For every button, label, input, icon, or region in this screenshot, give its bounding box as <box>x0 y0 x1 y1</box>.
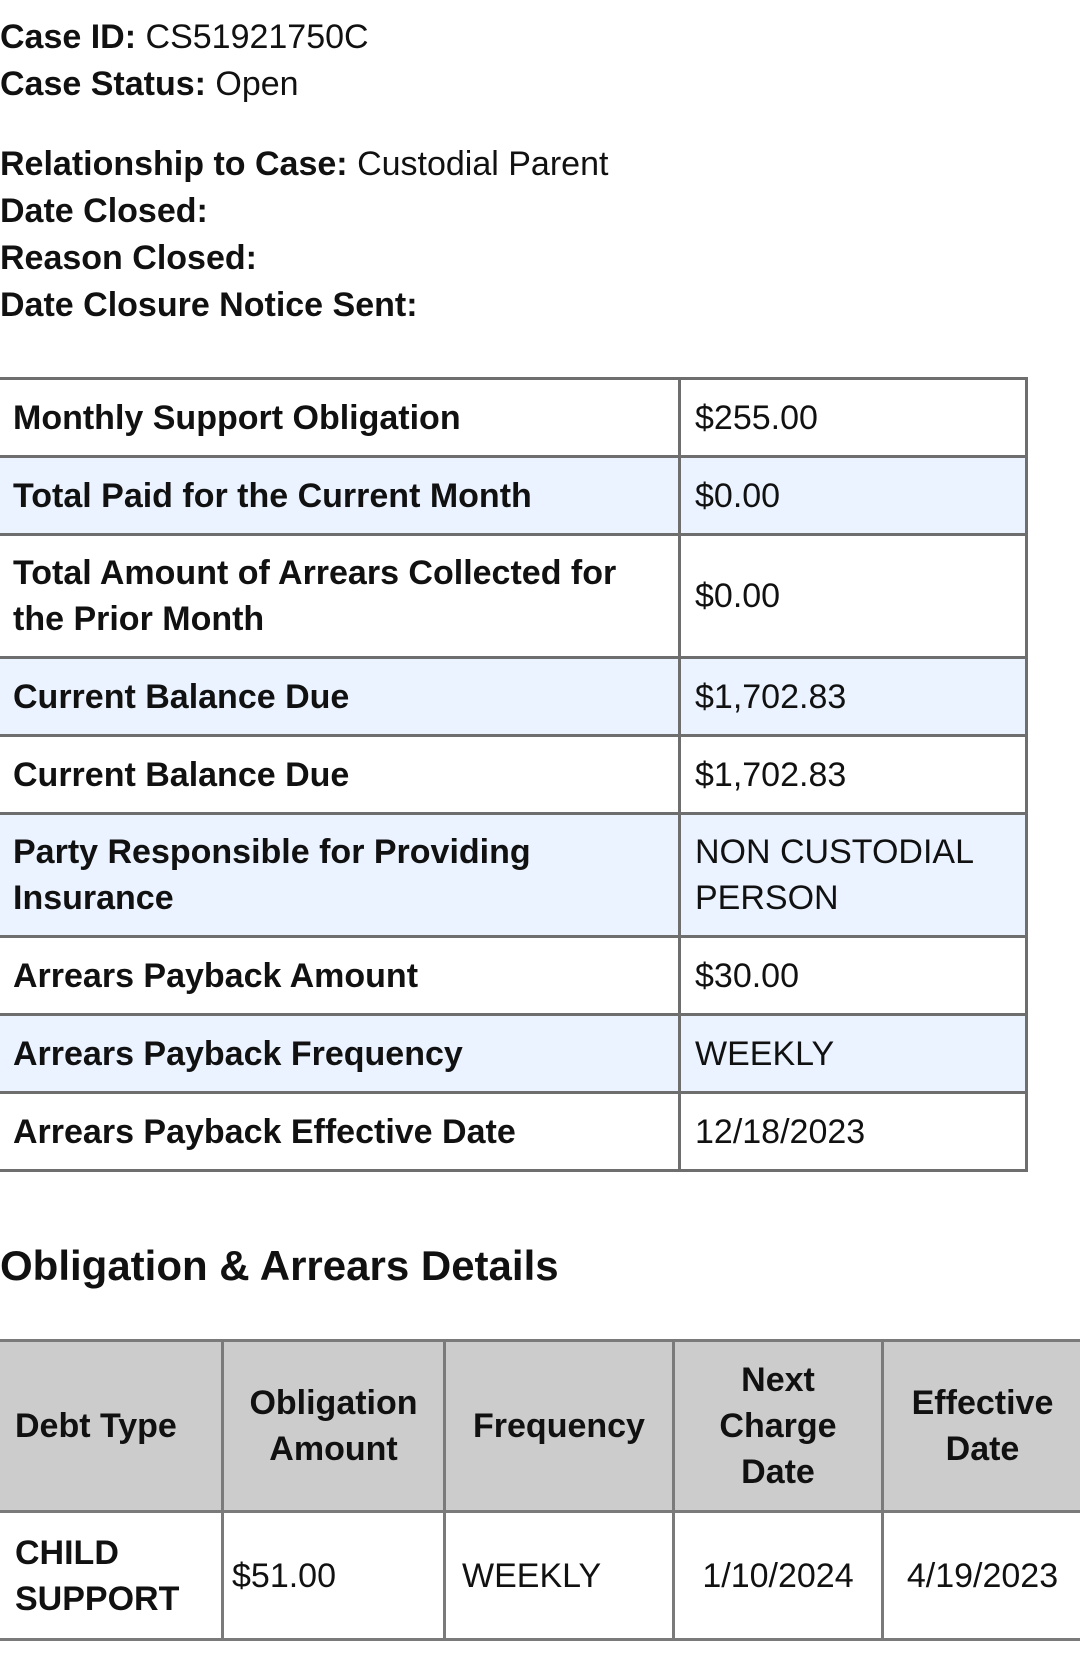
section-title: Obligation & Arrears Details <box>0 1242 559 1289</box>
summary-key: Current Balance Due <box>0 658 680 736</box>
header-effective-date: Effective Date <box>883 1341 1080 1512</box>
date-closed-line <box>0 188 608 235</box>
summary-row-total-paid <box>0 457 1027 535</box>
summary-value: $1,702.83 <box>680 658 1027 736</box>
summary-key: Total Amount of Arrears Collected for the Prior Month <box>0 535 680 658</box>
relationship-line <box>0 141 608 188</box>
details-header-row <box>0 1341 1080 1512</box>
case-info <box>0 14 608 329</box>
summary-key: Party Responsible for Providing Insurance <box>0 814 680 937</box>
closure-notice-line <box>0 282 608 329</box>
summary-key: Monthly Support Obligation <box>0 379 680 457</box>
case-id-value: CS51921750C <box>145 18 369 56</box>
spacer <box>0 108 608 141</box>
summary-row-insurance-party <box>0 814 1027 937</box>
summary-value: $0.00 <box>680 457 1027 535</box>
header-next-charge-date: Next Charge Date <box>674 1341 883 1512</box>
summary-key: Total Paid for the Current Month <box>0 457 680 535</box>
cell-debt-type: CHILD SUPPORT <box>0 1512 223 1640</box>
cell-frequency: WEEKLY <box>445 1512 674 1640</box>
summary-row-arrears-collected <box>0 535 1027 658</box>
summary-value: NON CUSTODIAL PERSON <box>680 814 1027 937</box>
cell-effective-date: 4/19/2023 <box>883 1512 1080 1640</box>
summary-key: Arrears Payback Amount <box>0 937 680 1015</box>
header-debt-type: Debt Type <box>0 1341 223 1512</box>
case-status-label: Case Status: <box>0 65 206 103</box>
date-closed-label: Date Closed: <box>0 192 208 230</box>
summary-row-current-balance <box>0 658 1027 736</box>
summary-value: 12/18/2023 <box>680 1093 1027 1171</box>
summary-value: $255.00 <box>680 379 1027 457</box>
summary-value: $0.00 <box>680 535 1027 658</box>
cell-obligation-amount: $51.00 <box>223 1512 445 1640</box>
closure-notice-label: Date Closure Notice Sent: <box>0 286 418 324</box>
summary-key: Current Balance Due <box>0 736 680 814</box>
summary-table <box>0 377 1028 1172</box>
summary-key: Arrears Payback Frequency <box>0 1015 680 1093</box>
summary-value: $30.00 <box>680 937 1027 1015</box>
case-status-line <box>0 61 608 108</box>
case-id-line <box>0 14 608 61</box>
header-frequency: Frequency <box>445 1341 674 1512</box>
relationship-value: Custodial Parent <box>357 145 609 183</box>
relationship-label: Relationship to Case: <box>0 145 348 183</box>
summary-row-monthly-obligation <box>0 379 1027 457</box>
summary-row-current-balance-2 <box>0 736 1027 814</box>
summary-value: WEEKLY <box>680 1015 1027 1093</box>
cell-next-charge-date: 1/10/2024 <box>674 1512 883 1640</box>
header-obligation-amount: Obligation Amount <box>223 1341 445 1512</box>
table-row <box>0 1512 1080 1640</box>
case-id-label: Case ID: <box>0 18 137 56</box>
summary-row-payback-amount <box>0 937 1027 1015</box>
summary-row-payback-frequency <box>0 1015 1027 1093</box>
details-table <box>0 1339 1080 1641</box>
case-status-value: Open <box>215 65 299 103</box>
summary-key: Arrears Payback Effective Date <box>0 1093 680 1171</box>
reason-closed-line <box>0 235 608 282</box>
summary-row-payback-effective-date <box>0 1093 1027 1171</box>
reason-closed-label: Reason Closed: <box>0 239 257 277</box>
summary-value: $1,702.83 <box>680 736 1027 814</box>
